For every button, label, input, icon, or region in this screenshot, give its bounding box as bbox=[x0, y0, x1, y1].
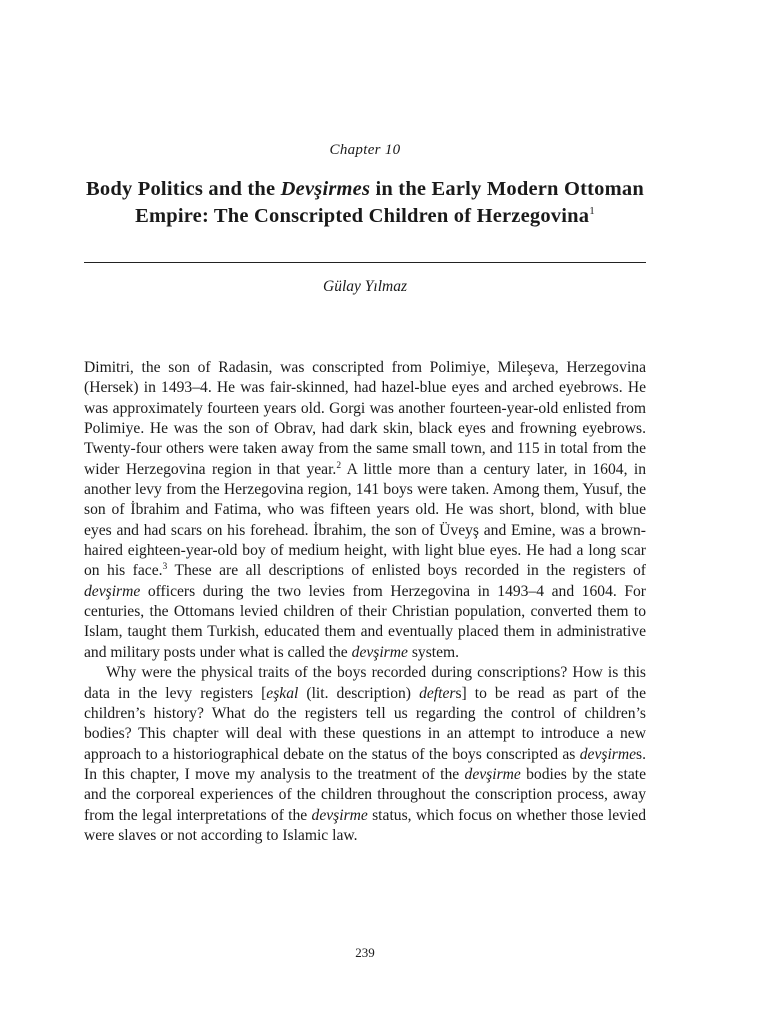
italic-term: devşirme bbox=[351, 643, 408, 661]
italic-term: devşirme bbox=[84, 582, 141, 600]
chapter-title bbox=[84, 176, 646, 229]
paragraph-2 bbox=[84, 663, 646, 846]
italic-term: devşirme bbox=[579, 745, 637, 763]
text-run: bodies by the state and the corporeal experiences of the children throughout the conscription process, away from the legal interpretations of the bbox=[84, 765, 647, 824]
text-run: A little more than a century later, in 1604, in another levy from the Herzegovina region, 141 boys were taken. Among them, Yusuf, the son of İbrahim and Fatima, who was fifteen years old. He was short, blond, with blue eyes and had scars on his forehead. İbrahim, the son of Üveyş and Emine, was a brown-haired eighteen-year-old boy of medium height, with light blue eyes. He had a long scar on his face. bbox=[84, 460, 646, 580]
text-run: system. bbox=[407, 643, 460, 661]
footnote-marker-3[interactable]: 3 bbox=[162, 562, 168, 573]
title-text-italic: Devşirmes bbox=[280, 178, 371, 200]
page-number: 239 bbox=[355, 945, 375, 960]
text-run: s] to be read as part of the children’s history? What do the registers tell us regarding the control of children’s bodies? This chapter will deal with these questions in an attempt to introduce a new approach to a historiographical debate on the status of the boys conscripted as bbox=[84, 684, 647, 763]
chapter-label: Chapter 10 bbox=[329, 142, 401, 158]
italic-term: eşkal bbox=[266, 684, 299, 702]
text-run: s. In this chapter, I move my analysis to the treatment of the bbox=[84, 745, 646, 783]
italic-term: defter bbox=[419, 684, 456, 702]
title-divider bbox=[84, 262, 646, 263]
italic-term: devşirme bbox=[311, 806, 368, 824]
author-name: Gülay Yılmaz bbox=[323, 278, 407, 295]
footnote-marker-2[interactable]: 2 bbox=[336, 460, 342, 471]
title-text-part1: Body Politics and the bbox=[86, 178, 281, 200]
body-text bbox=[84, 358, 646, 846]
text-run: status, which focus on whether those levied were slaves or not according to Islamic law. bbox=[84, 806, 646, 844]
text-run: Dimitri, the son of Radasin, was conscripted from Polimiye, Mileşeva, Herzegovina (Hersek) in 1493–4. He was fair-skinned, had hazel-blue eyes and arched eyebrows. He was approximately fourteen years old. Gorgi was another fourteen-year-old enlisted from Polimiye. He was the son of Obrav, had dark skin, black eyes and frowning eyebrows. Twenty-four others were taken away from the same small town, and 115 in total from the wider Herzegovina region in that year. bbox=[84, 359, 646, 478]
title-footnote-marker[interactable]: 1 bbox=[589, 204, 595, 217]
italic-term: devşirme bbox=[464, 765, 521, 783]
title-text-part2: in the Early Modern Ottoman Empire: The Conscripted Children of Herzegovina bbox=[135, 178, 644, 227]
text-run: These are all descriptions of enlisted boys recorded in the registers of bbox=[167, 562, 646, 580]
text-run: (lit. description) bbox=[298, 684, 420, 702]
paragraph-1 bbox=[84, 358, 646, 663]
text-run: officers during the two levies from Herzegovina in 1493–4 and 1604. For centuries, the Ottomans levied children of their Christian population, converted them to Islam, taught them Turkish, educated them and eventually placed them in administrative and military posts under what is called the bbox=[84, 582, 646, 661]
text-run: Why were the physical traits of the boys recorded during conscriptions? How is this data in the levy registers [ bbox=[84, 664, 646, 702]
